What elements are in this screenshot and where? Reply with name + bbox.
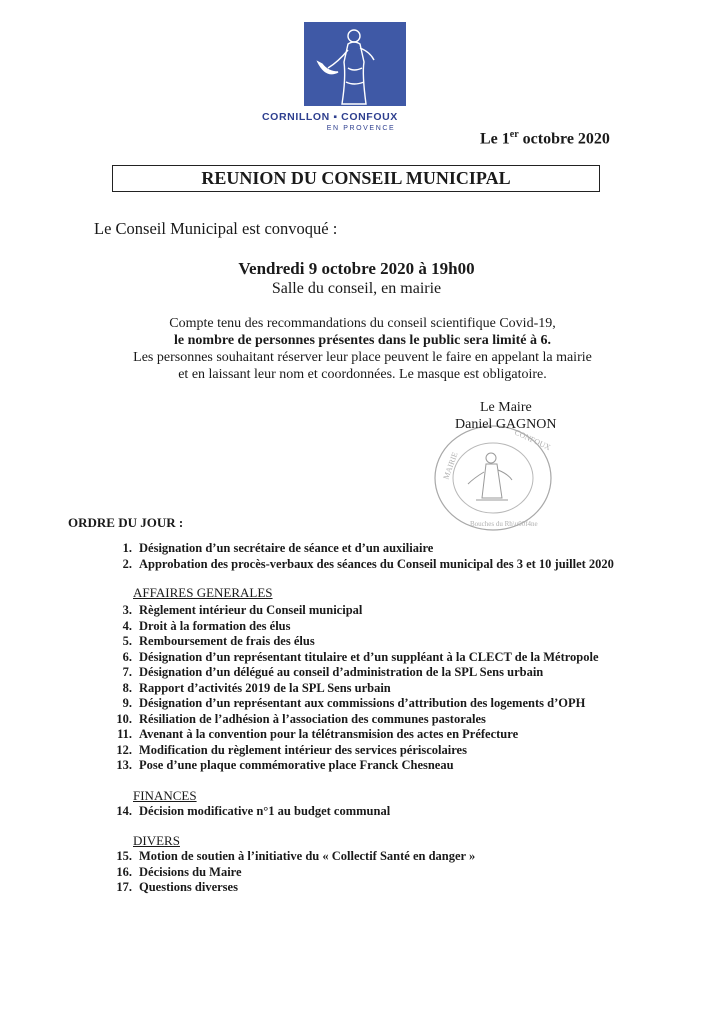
meeting-location: Salle du conseil, en mairie bbox=[271, 280, 442, 297]
list-item: 10. Résiliation de l’adhésion à l’association des communes pastorales bbox=[116, 711, 486, 726]
list-item: 3. Règlement intérieur du Conseil municipal bbox=[122, 603, 363, 617]
agenda-heading: ORDRE DU JOUR : bbox=[68, 515, 184, 530]
list-item: 2. Approbation des procès-verbaux des séances du Conseil municipal des 3 et 10 juillet 2020 bbox=[122, 556, 614, 571]
mairie-stamp bbox=[428, 420, 558, 535]
notice-line-bold: le nombre de personnes présentes dans le public sera limité à 6. bbox=[174, 333, 551, 348]
convocation-text: Le Conseil Municipal est convoqué : bbox=[94, 219, 338, 238]
document-title: REUNION DU CONSEIL MUNICIPAL bbox=[112, 165, 600, 192]
list-item: 1. Désignation d’un secrétaire de séance et d’un auxiliaire bbox=[122, 541, 434, 555]
logo-name: CORNILLON ▪ CONFOUX bbox=[262, 111, 398, 123]
document-date: Le 1er octobre 2020 bbox=[480, 129, 610, 148]
list-item: 9. Désignation d’un représentant aux commissions d’attribution des logements d’OPH bbox=[122, 696, 586, 710]
notice-line: Compte tenu des recommandations du conseil scientifique Covid-19, bbox=[169, 316, 556, 331]
meeting-datetime: Vendredi 9 octobre 2020 à 19h00 bbox=[238, 259, 475, 278]
list-item: 16. Décisions du Maire bbox=[116, 864, 242, 879]
list-item: 17. Questions diverses bbox=[116, 880, 238, 894]
svg-text:CONFOUX: CONFOUX bbox=[513, 427, 553, 453]
section-title-divers: DIVERS bbox=[133, 833, 180, 848]
agenda-list-affaires bbox=[107, 603, 599, 774]
agenda-list-general bbox=[107, 541, 614, 572]
section-title-affaires: AFFAIRES GENERALES bbox=[133, 585, 273, 600]
signature-name: Daniel GAGNON bbox=[455, 417, 557, 432]
notice-line: et en laissant leur nom et coordonnées. Le masque est obligatoire. bbox=[178, 367, 547, 382]
svg-text:Bouches du Rh\u00f4ne: Bouches du Rh\u00f4ne bbox=[470, 520, 538, 528]
svg-text:MAIRIE: MAIRIE bbox=[441, 450, 460, 481]
signature-title: Le Maire bbox=[480, 400, 532, 415]
notice-line: Les personnes souhaitant réserver leur place peuvent le faire en appelant la mairie bbox=[133, 350, 592, 365]
list-item: 14. Décision modificative n°1 au budget communal bbox=[116, 804, 391, 818]
agenda-list-finances bbox=[107, 804, 390, 820]
list-item: 4. Droit à la formation des élus bbox=[122, 618, 291, 633]
list-item: 7. Désignation d’un délégué au conseil d’administration de la SPL Sens urbain bbox=[122, 665, 544, 679]
logo-subtitle: EN PROVENCE bbox=[326, 125, 396, 132]
list-item: 12. Modification du règlement intérieur des services périscolaires bbox=[116, 742, 467, 757]
list-item: 5. Remboursement de frais des élus bbox=[122, 634, 315, 648]
list-item: 8. Rapport d’activités 2019 de la SPL Sens urbain bbox=[122, 680, 391, 695]
list-item: 13. Pose d’une plaque commémorative place Franck Chesneau bbox=[116, 758, 454, 772]
list-item: 11. Avenant à la convention pour la télétransmision des actes en Préfecture bbox=[117, 727, 519, 741]
section-title-finances: FINANCES bbox=[133, 788, 197, 803]
agenda-list-divers bbox=[107, 849, 475, 896]
list-item: 6. Désignation d’un représentant titulaire et d’un suppléant à la CLECT de la Métropole bbox=[122, 649, 599, 664]
list-item: 15. Motion de soutien à l’initiative du « Collectif Santé en danger » bbox=[116, 849, 476, 863]
allegorical-statue-icon bbox=[304, 22, 406, 106]
municipal-logo bbox=[304, 22, 406, 106]
